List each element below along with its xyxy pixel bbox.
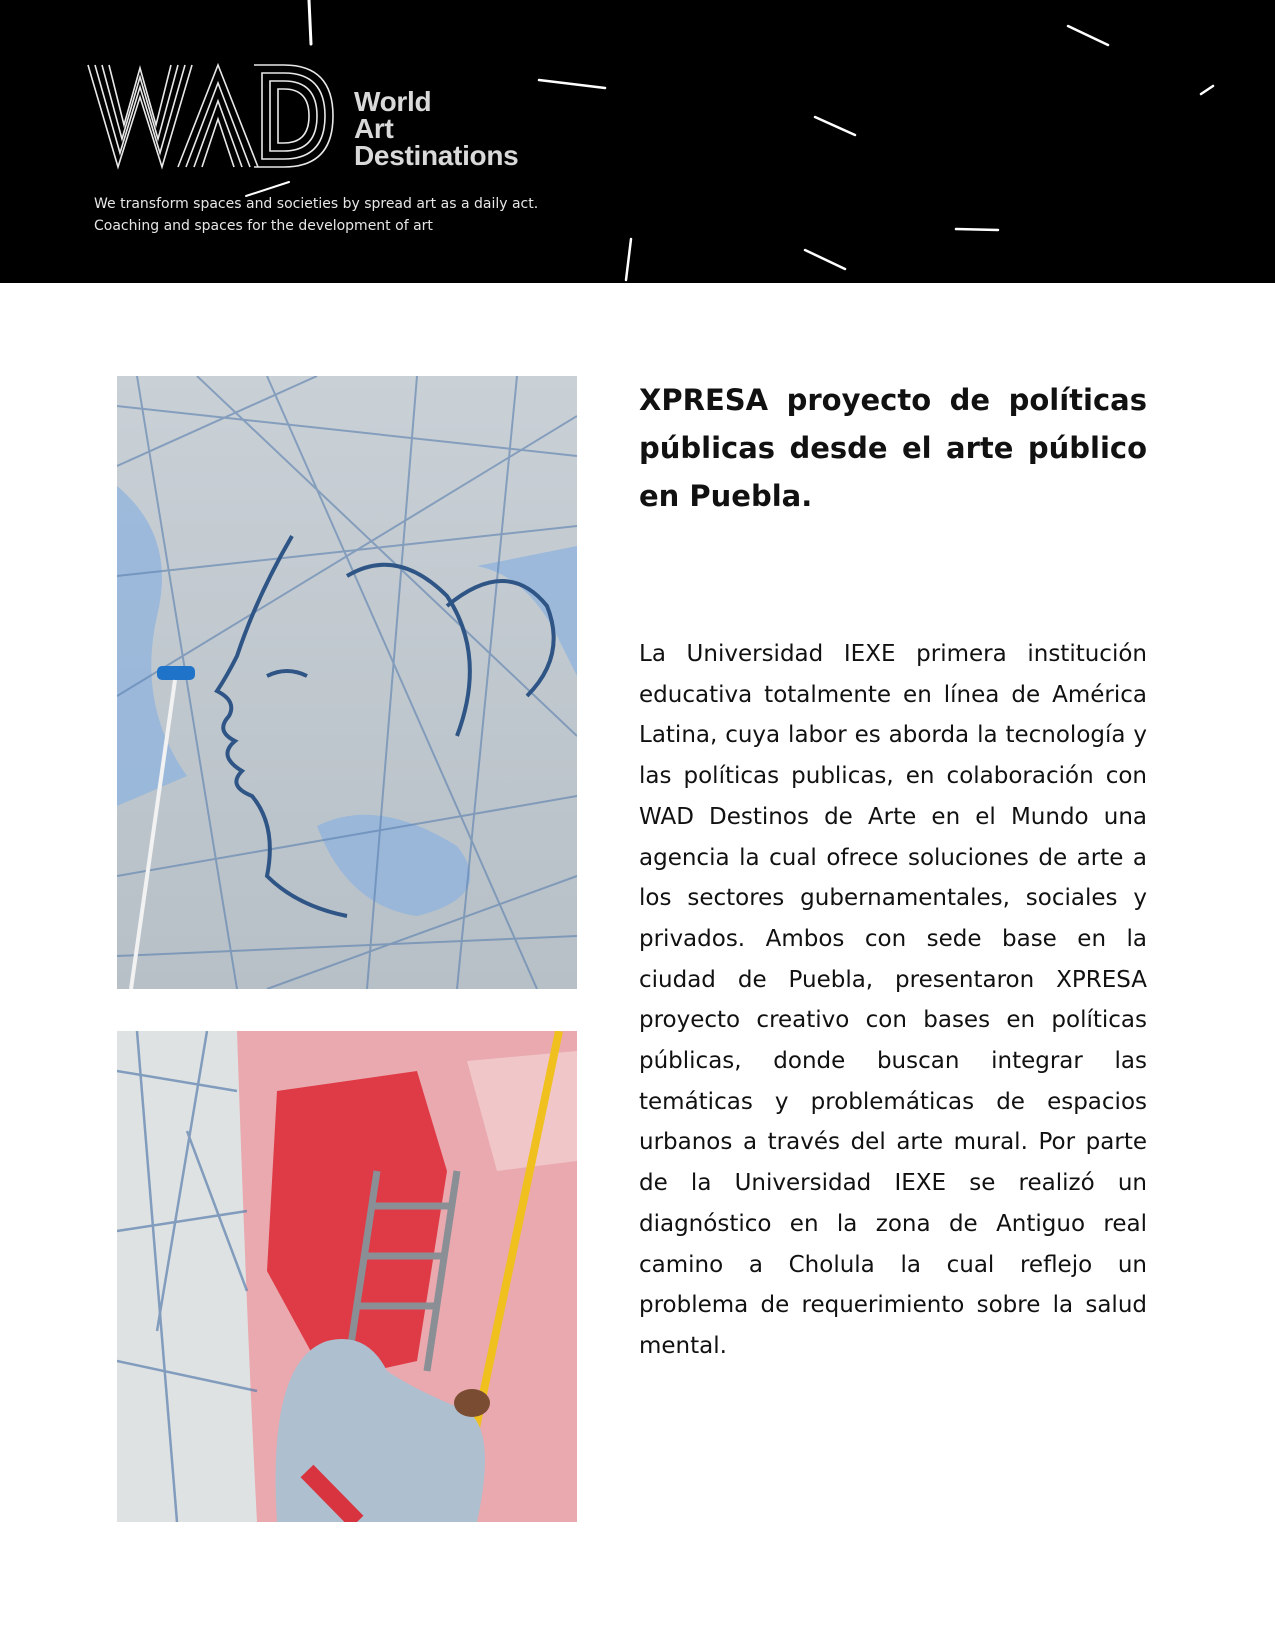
page-header [0,0,1275,283]
brand-line-world: World [354,86,432,117]
mural-face-image [117,376,577,989]
brand-line-destinations: Destinations [354,140,519,171]
tagline [94,193,538,237]
article-title: XPRESA proyecto de políticas públicas desde el arte público en Puebla. [639,383,1147,513]
tagline-line-1: We transform spaces and societies by spread art as a daily act. [94,196,539,212]
article-body: La Universidad IEXE primera institución educativa totalmente en línea de América Latina, cuya labor es aborda la tecnología y las políticas publicas, en colaboración con WAD Destinos de Arte en el Mundo una agencia la cual ofrece soluciones de arte a los sectores gubernamentales, sociales y privados. Ambos con sede base en la ciudad de Puebla, presentaron XPRESA proyecto creativo con bases en políticas públicas, donde buscan integrar las temáticas y problemáticas de espacios urbanos a través del arte mural. Por parte de la Universidad IEXE se realizó un diagnóstico en la zona de Antiguo real camino a Cholula la cual reflejo un problema de requerimiento sobre la salud mental. [639,641,1147,1359]
brand-name [354,88,518,169]
mural-painting-image [117,1031,577,1522]
wad-logo [86,63,336,170]
tagline-line-2: Coaching and spaces for the development of art [94,218,433,234]
brand-line-art: Art [354,113,394,144]
